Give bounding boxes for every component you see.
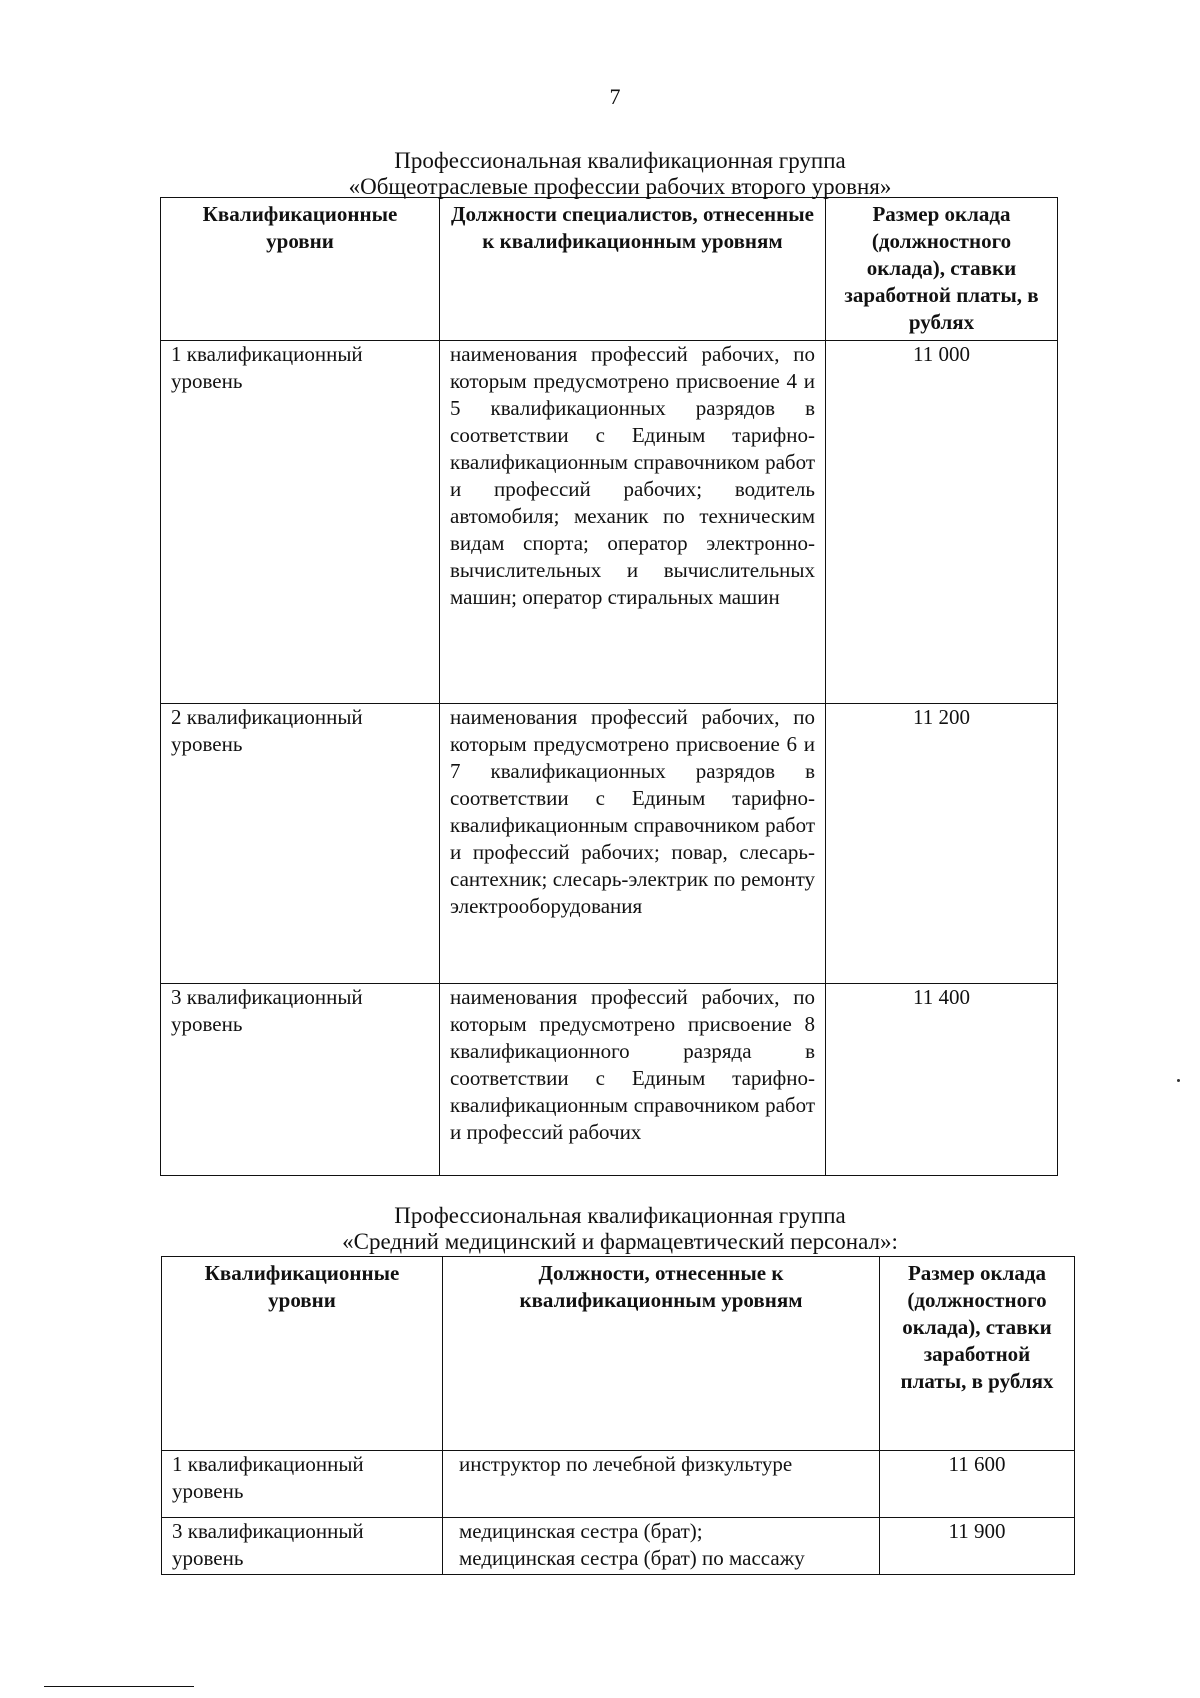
table-row (162, 1518, 1075, 1575)
salary-table-workers (160, 197, 1058, 1176)
positions-cell: наименования профессий рабочих, по которым предусмотрено присвоение 4 и 5 квалификационных разрядов в соответствии с Единым тарифно-квалификационным справочником работ и профессий рабочих; водитель автомобиля; механик по техническим видам спорта; оператор электронно-вычислительных и вычислительных машин; оператор стиральных машин (440, 341, 826, 704)
caption-line-2: «Средний медицинский и фармацевтический персонал»: (342, 1229, 898, 1254)
table-row (161, 704, 1058, 984)
header-levels: Квалификационные уровни (161, 198, 440, 341)
table-caption-medical (250, 1203, 990, 1255)
table-row (161, 341, 1058, 704)
level-cell: 1 квалификационный уровень (161, 341, 440, 704)
header-salary: Размер оклада (должностного оклада), ставки заработной платы, в рублях (880, 1257, 1075, 1451)
salary-cell: 11 200 (826, 704, 1058, 984)
header-positions: Должности специалистов, отнесенные к квалификационным уровням (440, 198, 826, 341)
page-number: 7 (609, 84, 621, 109)
header-levels: Квалификационные уровни (162, 1257, 443, 1451)
caption-line-2: «Общеотраслевые профессии рабочих второго уровня» (348, 174, 892, 199)
salary-cell: 11 000 (826, 341, 1058, 704)
table-row (161, 984, 1058, 1176)
table-header-row (161, 198, 1058, 341)
position-line: медицинская сестра (брат) по массажу (459, 1546, 805, 1570)
header-salary: Размер оклада (должностного оклада), ставки заработной платы, в рублях (826, 198, 1058, 341)
salary-cell: 11 900 (880, 1518, 1075, 1575)
positions-cell: наименования профессий рабочих, по которым предусмотрено присвоение 6 и 7 квалификационных разрядов в соответствии с Единым тарифно-квалификационным справочником работ и профессий рабочих; повар, слесарь-сантехник; слесарь-электрик по ремонту электрооборудования (440, 704, 826, 984)
positions-cell: наименования профессий рабочих, по которым предусмотрено присвоение 8 квалификационного разряда в соответствии с Единым тарифно-квалификационным справочником работ и профессий рабочих (440, 984, 826, 1176)
salary-cell: 11 600 (880, 1451, 1075, 1518)
level-cell: 3 квалификационный уровень (162, 1518, 443, 1575)
table-caption-workers (250, 148, 990, 200)
caption-line-1: Профессиональная квалификационная группа (394, 148, 846, 173)
level-cell: 1 квалификационный уровень (162, 1451, 443, 1518)
scan-speck (1177, 1079, 1180, 1082)
caption-line-1: Профессиональная квалификационная группа (394, 1203, 846, 1228)
salary-cell: 11 400 (826, 984, 1058, 1176)
footnote-separator (44, 1686, 194, 1687)
level-cell: 3 квалификационный уровень (161, 984, 440, 1176)
table-row (162, 1451, 1075, 1518)
table-header-row (162, 1257, 1075, 1451)
level-cell: 2 квалификационный уровень (161, 704, 440, 984)
header-positions: Должности, отнесенные к квалификационным уровням (443, 1257, 880, 1451)
position-line: медицинская сестра (брат); (459, 1519, 703, 1543)
positions-cell (443, 1518, 880, 1575)
positions-cell: инструктор по лечебной физкультуре (443, 1451, 880, 1518)
salary-table-medical (161, 1256, 1075, 1575)
